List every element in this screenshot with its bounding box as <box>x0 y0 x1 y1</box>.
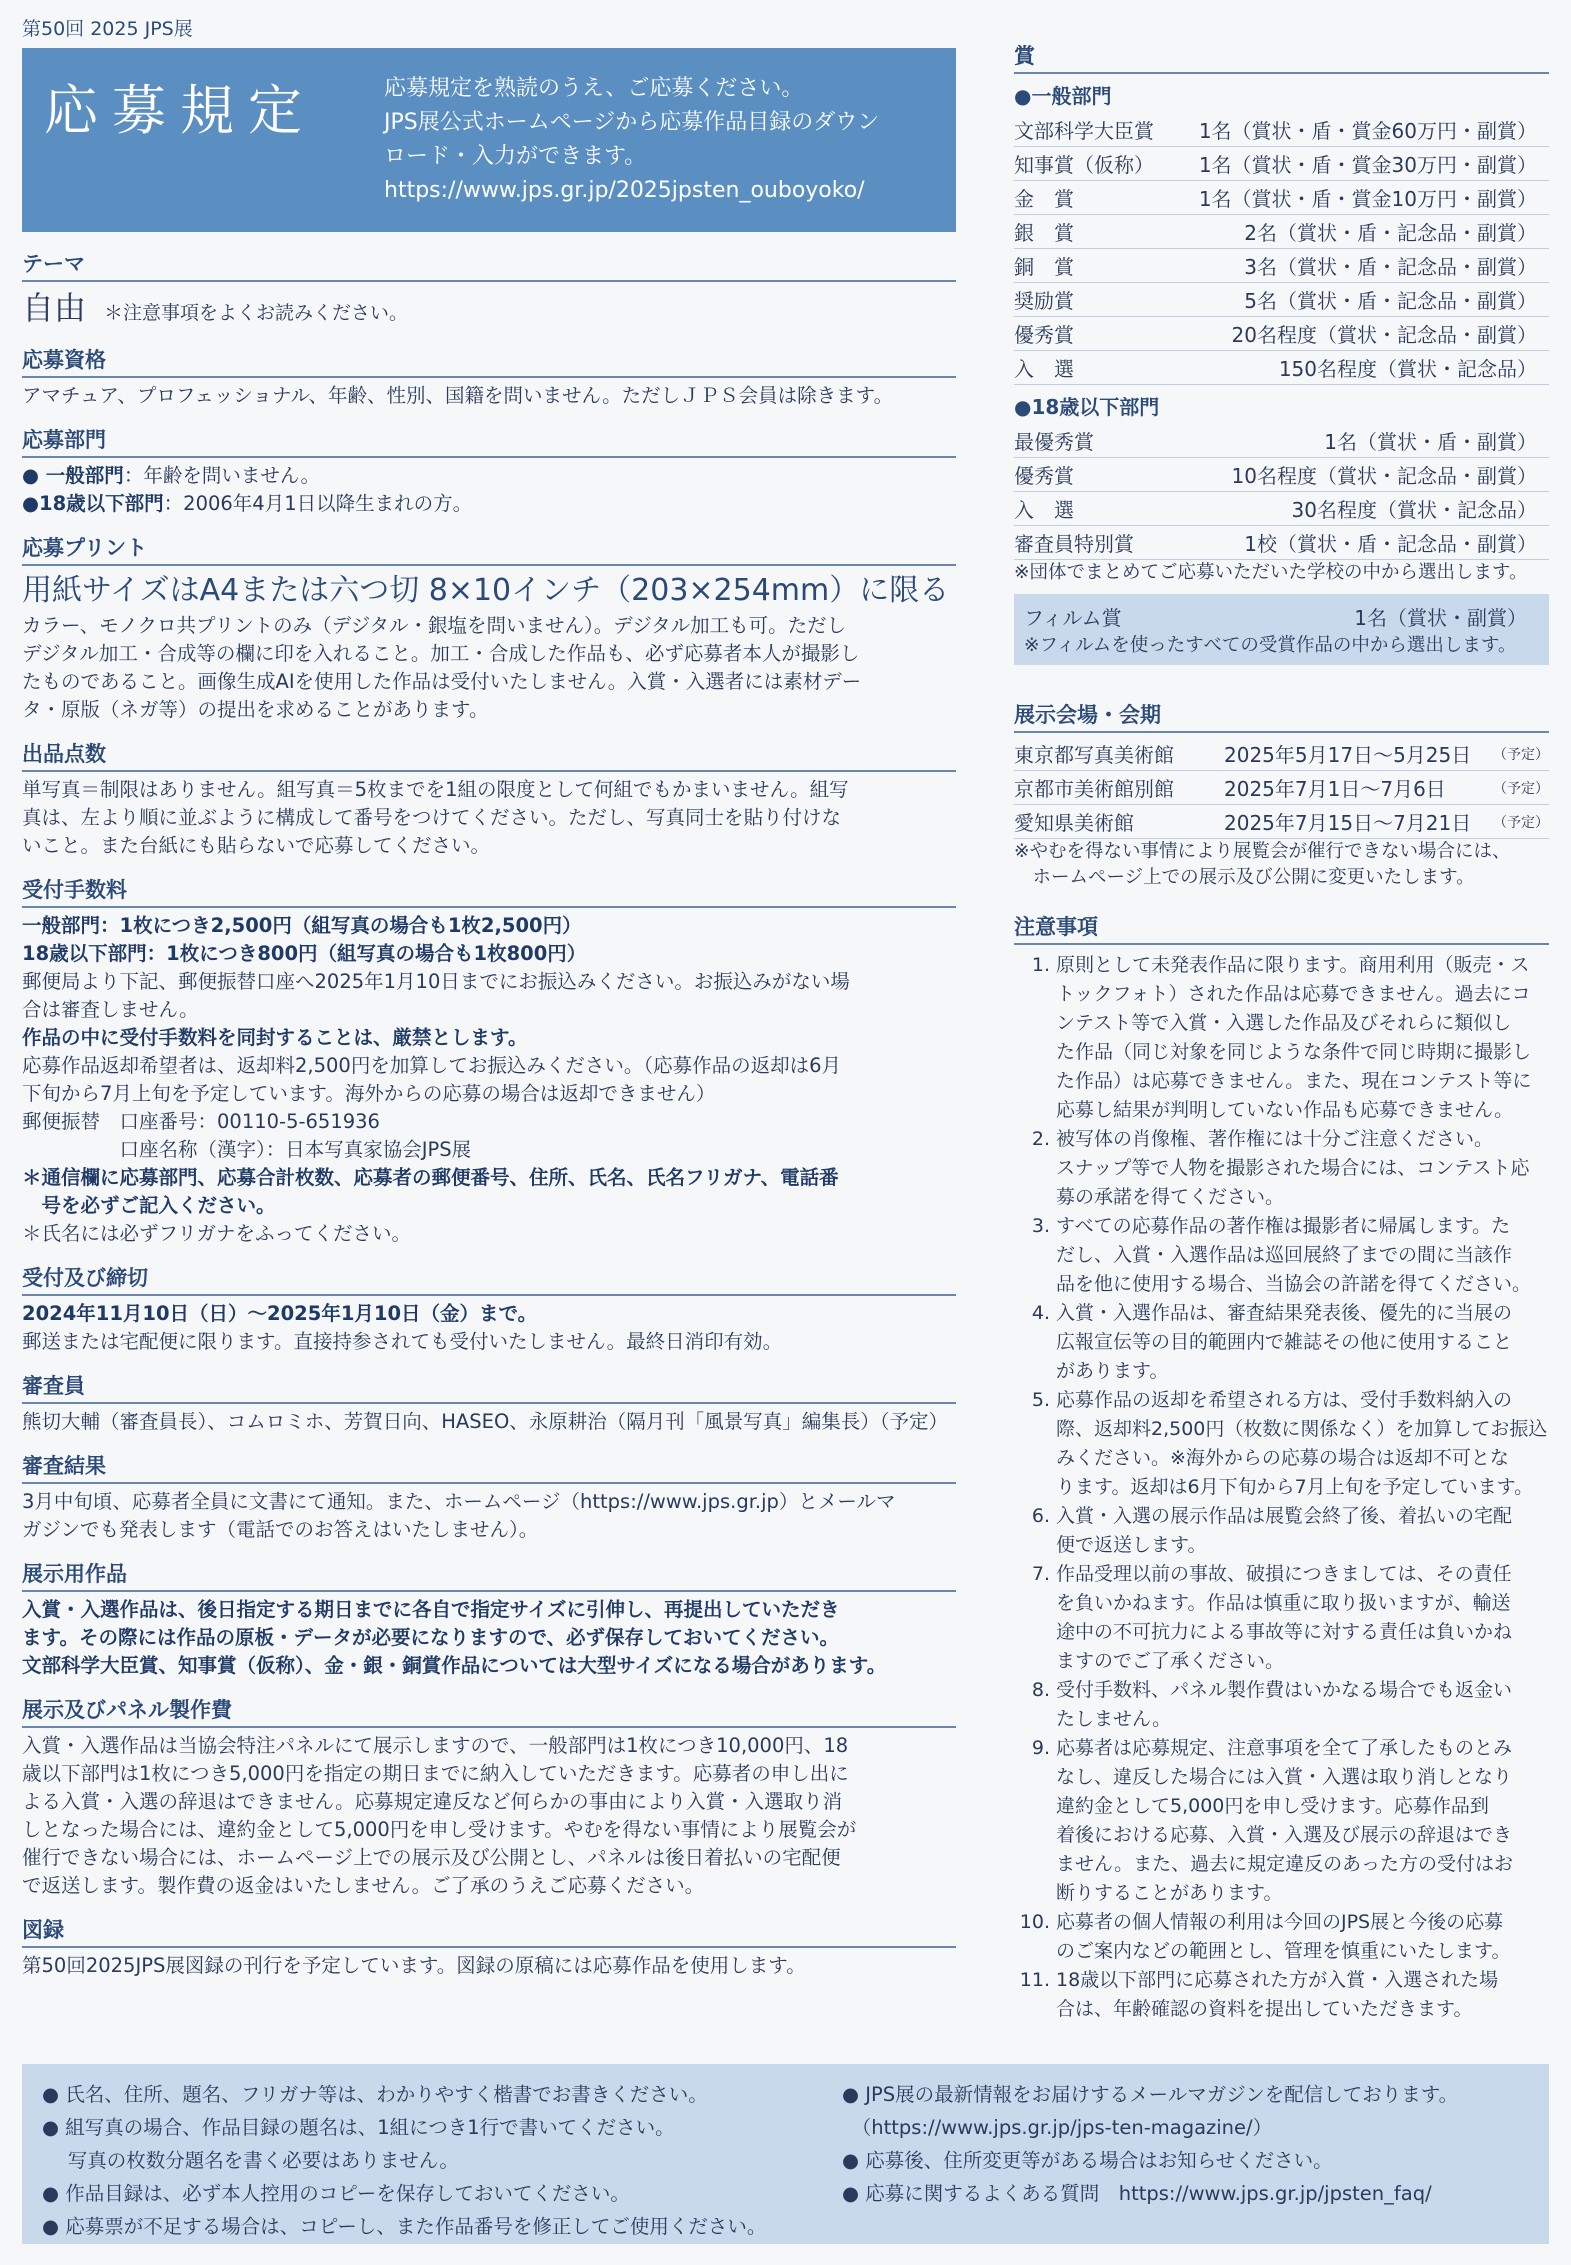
subsection-heading: ●18歳以下部門 <box>1014 395 1160 419</box>
note-line: 際、返却料2,500円（枚数に関係なく）を加算してお振込 <box>1056 1418 1548 1440</box>
section-heading: 展示及びパネル製作費 <box>22 1694 956 1728</box>
deadline-line: 2024年11月10日（日）～2025年1月10日（金）まで。 <box>22 1302 538 1325</box>
section-heading: 出品点数 <box>22 738 956 772</box>
note-number: 9. <box>1031 1737 1050 1759</box>
panel-line: よる入賞・入選の辞退はできません。応募規定違反など何らかの事由により入賞・入選取り消 <box>22 1790 843 1813</box>
note-text <box>1056 1502 1512 1560</box>
fee-line: ＊通信欄に応募部門、応募合計枚数、応募者の郵便番号、住所、氏名、氏名フリガナ、電話番 <box>22 1166 839 1189</box>
banner-line: JPS展公式ホームページから応募作品目録のダウン <box>384 110 880 135</box>
section-heading: 注意事項 <box>1014 911 1549 945</box>
prize-name: 入 選 <box>1014 357 1074 381</box>
fee-line: 合は審査しません。 <box>22 998 199 1021</box>
note-line: 断りすることがあります。 <box>1056 1882 1283 1904</box>
count-section <box>22 738 956 860</box>
venue-row <box>1014 737 1549 771</box>
panel-section <box>22 1694 956 1900</box>
prize-row <box>1014 113 1549 147</box>
section-heading: 応募資格 <box>22 344 956 378</box>
fee-section <box>22 874 956 1248</box>
prize-row <box>1014 492 1549 526</box>
footer-item: ● 氏名、住所、題名、フリガナ等は、わかりやすく楷書でお書きください。 <box>42 2083 708 2106</box>
fee-line: 作品の中に受付手数料を同封することは、厳禁とします。 <box>22 1026 528 1049</box>
note-text <box>1056 1676 1512 1734</box>
note-text <box>1056 1734 1513 1908</box>
fee-line: 口座名称（漢字）：日本写真家協会JPS展 <box>22 1138 472 1161</box>
note-line: だし、入賞・入選作品は巡回展終了までの間に当該作 <box>1056 1244 1513 1266</box>
catalog-text: 第50回2025JPS展図録の刊行を予定しています。図録の原稿には応募作品を使用します。 <box>22 1954 806 1977</box>
prize-name: 優秀賞 <box>1014 464 1074 488</box>
note-number: 11. <box>1019 1969 1050 1991</box>
prize-row <box>1014 147 1549 181</box>
footer-item: ● 応募後、住所変更等がある場合はお知らせください。 <box>842 2149 1333 2172</box>
note-number: 6. <box>1031 1505 1050 1527</box>
note-line: みください。※海外からの応募の場合は返却不可とな <box>1056 1447 1509 1469</box>
prize-content: 10名程度（賞状・記念品・副賞） <box>1231 464 1537 488</box>
section-heading: テーマ <box>22 248 956 282</box>
note-text <box>1056 1299 1512 1386</box>
prize-row <box>1014 181 1549 215</box>
venue-tag: （予定） <box>1493 746 1549 763</box>
print-size-lead: 用紙サイズはA4または六つ切 8×10インチ（203×254mm）に限る <box>22 573 950 608</box>
venue-row <box>1014 771 1549 805</box>
prize-row: フィルム賞 1名（賞状・副賞） <box>1024 606 1527 630</box>
note-item <box>1014 1125 1549 1212</box>
prize-name: 奨励賞 <box>1014 289 1074 313</box>
note-line: ますのでご了承ください。 <box>1056 1650 1285 1672</box>
banner-text <box>384 72 954 208</box>
footer-left <box>42 2078 766 2243</box>
footer-link[interactable]: ● 応募に関するよくある質問 https://www.jps.gr.jp/jpsten_faq/ <box>842 2182 1432 2205</box>
division-item: ●18歳以下部門：2006年4月1日以降生まれの方。 <box>22 492 473 515</box>
section-heading: 応募プリント <box>22 532 956 566</box>
note-number: 5. <box>1031 1389 1050 1411</box>
prize-row <box>1014 249 1549 283</box>
note-line: 被写体の肖像権、著作権には十分ご注意ください。 <box>1056 1128 1494 1150</box>
print-line: カラー、モノクロ共プリントのみ（デジタル・銀塩を問いません）。デジタル加工も可。ただし <box>22 614 847 637</box>
note-item <box>1014 1386 1549 1502</box>
page-title: 応募規定 <box>44 79 316 142</box>
prize-name: 文部科学大臣賞 <box>1014 119 1154 143</box>
prize-name: 金 賞 <box>1014 187 1074 211</box>
prize-name: 銀 賞 <box>1014 221 1074 245</box>
note-item <box>1014 1560 1549 1676</box>
venue-dates: 2025年5月17日～5月25日 <box>1224 743 1472 767</box>
fee-line: ＊氏名には必ずフリガナをふってください。 <box>22 1222 412 1245</box>
note-line: 作品受理以前の事故、破損につきましては、その責任 <box>1056 1563 1512 1585</box>
footer-right <box>842 2078 1458 2210</box>
note-line: スナップ等で人物を撮影された場合には、コンテスト応 <box>1056 1157 1530 1179</box>
prize-content: 1名（賞状・盾・賞金30万円・副賞） <box>1198 153 1537 177</box>
note-text <box>1056 1386 1547 1502</box>
prize-name: 知事賞（仮称） <box>1014 153 1154 177</box>
prize-row <box>1014 283 1549 317</box>
panel-line: 催行できない場合には、ホームページ上での展示及び公開とし、パネルは後日着払いの宅配便 <box>22 1846 841 1869</box>
prize-name: 銅 賞 <box>1014 255 1074 279</box>
note-line: 原則として未発表作品に限ります。商用利用（販売・ス <box>1056 954 1530 976</box>
section-heading: 展示会場・会期 <box>1014 699 1549 733</box>
note-item <box>1014 1734 1549 1908</box>
note-number: 1. <box>1031 954 1050 976</box>
fee-line: 下旬から7月上旬を予定しています。海外からの応募の場合は返却できません） <box>22 1082 716 1105</box>
section-heading: 審査員 <box>22 1370 956 1404</box>
prize-name: 優秀賞 <box>1014 323 1074 347</box>
prize-content: 20名程度（賞状・記念品・副賞） <box>1231 323 1537 347</box>
division-item: ● 一般部門：年齢を問いません。 <box>22 464 320 487</box>
footer-item: ● JPS展の最新情報をお届けするメールマガジンを配信しております。 <box>842 2083 1459 2106</box>
section-heading: 受付手数料 <box>22 874 956 908</box>
prize-content: 1名（賞状・盾・副賞） <box>1324 430 1537 454</box>
youth-prize-table <box>1014 424 1549 560</box>
count-line: 単写真＝制限はありません。組写真＝5枚までを1組の限度として何組でもかまいません。組写 <box>22 778 849 801</box>
note-line: 受付手数料、パネル製作費はいかなる場合でも返金い <box>1056 1679 1513 1701</box>
deadline-section <box>22 1262 956 1356</box>
venue-tag: （予定） <box>1493 814 1549 831</box>
general-prize-table <box>1014 113 1549 385</box>
section-heading: 図録 <box>22 1914 956 1948</box>
prize-row <box>1014 526 1549 560</box>
results-line: ガジンでも発表します（電話でのお答えはいたしません）。 <box>22 1518 539 1541</box>
note-item <box>1014 1966 1549 2024</box>
note-line: 品を他に使用する場合、当協会の許諾を得てください。 <box>1056 1273 1532 1295</box>
note-line: すべての応募作品の著作権は撮影者に帰属します。た <box>1056 1215 1511 1237</box>
note-line: 応募作品の返却を希望される方は、受付手数料納入の <box>1056 1389 1513 1411</box>
note-line: 便で返送します。 <box>1056 1534 1207 1556</box>
fee-line: 号を必ずご記入ください。 <box>22 1194 276 1217</box>
note-line: た作品）は応募できません。また、現在コンテスト等に <box>1056 1070 1532 1092</box>
panel-line: 歳以下部門は1枚につき5,000円を指定の期日までに納入していただきます。応募者の申し出に <box>22 1762 849 1785</box>
youth-note: ※団体でまとめてご応募いただいた学校の中から選出します。 <box>1014 562 1528 583</box>
prize-content: 1名（賞状・盾・賞金10万円・副賞） <box>1198 187 1537 211</box>
print-line: デジタル加工・合成等の欄に印を入れること。加工・合成した作品も、必ず応募者本人が撮影し <box>22 642 860 665</box>
exhibit-line: ます。その際には作品の原板・データが必要になりますので、必ず保存しておいてください。 <box>22 1626 840 1649</box>
venue-name: 東京都写真美術館 <box>1014 743 1174 767</box>
note-number: 8. <box>1031 1679 1050 1701</box>
section-heading: 審査結果 <box>22 1450 956 1484</box>
note-line: 18歳以下部門に応募された方が入賞・入選された場 <box>1056 1969 1499 1991</box>
note-text <box>1056 1125 1529 1212</box>
note-text <box>1056 1560 1512 1676</box>
note-line: 違約金として5,000円を申し受けます。応募作品到 <box>1056 1795 1489 1817</box>
notes-list <box>1014 951 1549 2024</box>
note-line: ります。返却は6月下旬から7月上旬を予定しています。 <box>1056 1476 1534 1498</box>
note-line: ンテスト等で入賞・入選した作品及びそれらに類似し <box>1056 1012 1512 1034</box>
theme-value: 自由 <box>22 289 87 327</box>
venue-table <box>1014 737 1549 839</box>
banner-line: ロード・入力ができます。 <box>384 144 647 169</box>
note-text <box>1056 951 1531 1125</box>
divisions-section <box>22 424 956 518</box>
note-item <box>1014 1299 1549 1386</box>
prize-row <box>1014 458 1549 492</box>
banner-line: 応募規定を熟読のうえ、ご応募ください。 <box>384 76 804 101</box>
note-line: なし、違反した場合には入賞・入選は取り消しとなり <box>1056 1766 1513 1788</box>
left-column <box>22 248 956 1994</box>
footer-item: ● 応募票が不足する場合は、コピーし、また作品番号を修正してご使用ください。 <box>42 2215 767 2238</box>
prize-name: 入 選 <box>1014 498 1074 522</box>
note-line: 途中の不可抗力による事故等に対する責任は負いかね <box>1056 1621 1513 1643</box>
footer-item: 写真の枚数分題名を書く必要はありません。 <box>42 2149 459 2172</box>
note-line: た作品（同じ対象を同じような条件で同じ時期に撮影し <box>1056 1041 1532 1063</box>
title-banner <box>22 48 956 232</box>
deadline-line: 郵送または宅配便に限ります。直接持参されても受付いたしません。最終日消印有効。 <box>22 1330 783 1353</box>
eligibility-text: アマチュア、プロフェッショナル、年齢、性別、国籍を問いません。ただしＪＰＳ会員は除きます。 <box>22 384 894 407</box>
fee-line: 郵便振替 口座番号：00110-5-651936 <box>22 1110 380 1133</box>
prize-content: 2名（賞状・盾・記念品・副賞） <box>1244 221 1537 245</box>
note-line: 応募者の個人情報の利用は今回のJPS展と今後の応募 <box>1056 1911 1504 1933</box>
venue-note: ホームページ上での展示及び公開に変更いたします。 <box>1014 867 1475 888</box>
venue-name: 京都市美術館別館 <box>1014 777 1174 801</box>
note-item <box>1014 1212 1549 1299</box>
prize-content: 30名程度（賞状・記念品） <box>1291 498 1537 522</box>
note-number: 4. <box>1031 1302 1050 1324</box>
exhibit-works-section <box>22 1558 956 1680</box>
subsection-heading: ●一般部門 <box>1014 84 1112 108</box>
fee-line: 応募作品返却希望者は、返却料2,500円を加算してお振込みください。（応募作品の返却は6月 <box>22 1054 841 1077</box>
prize-row <box>1014 424 1549 458</box>
note-item <box>1014 1676 1549 1734</box>
fee-line: 一般部門：1枚につき2,500円（組写真の場合も1枚2,500円） <box>22 914 582 937</box>
fee-line: 18歳以下部門：1枚につき800円（組写真の場合も1枚800円） <box>22 942 587 965</box>
prize-row <box>1014 351 1549 385</box>
panel-line: 入賞・入選作品は当協会特注パネルにて展示しますので、一般部門は1枚につき10,000円、18 <box>22 1734 849 1757</box>
note-line: たしません。 <box>1056 1708 1172 1730</box>
prize-content: 1校（賞状・盾・記念品・副賞） <box>1244 532 1537 556</box>
note-line: を負いかねます。作品は慎重に取り扱いますが、輸送 <box>1056 1592 1511 1614</box>
note-line: 応募し結果が判明していない作品も応募できません。 <box>1056 1099 1514 1121</box>
note-number: 2. <box>1031 1128 1050 1150</box>
venue-note: ※やむを得ない事情により展覧会が催行できない場合には、 <box>1014 841 1511 862</box>
footer-link[interactable]: （https://www.jps.gr.jp/jps-ten-magazine/） <box>842 2116 1273 2139</box>
footer-item: ● 組写真の場合、作品目録の題名は、1組につき1行で書いてください。 <box>42 2116 675 2139</box>
theme-section <box>22 248 956 330</box>
eligibility-section <box>22 344 956 410</box>
note-line: 入賞・入選作品は、審査結果発表後、優先的に当展の <box>1056 1302 1513 1324</box>
prize-content: 5名（賞状・盾・記念品・副賞） <box>1244 289 1537 313</box>
venue-tag: （予定） <box>1493 780 1549 797</box>
note-number: 7. <box>1031 1563 1050 1585</box>
venue-dates: 2025年7月15日～7月21日 <box>1224 811 1472 835</box>
fee-line: 郵便局より下記、郵便振替口座へ2025年1月10日までにお振込みください。お振込みがない場 <box>22 970 850 993</box>
note-line: 合は、年齢確認の資料を提出していただきます。 <box>1056 1998 1473 2020</box>
prize-content: 1名（賞状・盾・賞金60万円・副賞） <box>1198 119 1537 143</box>
note-item <box>1014 1502 1549 1560</box>
prize-name: 最優秀賞 <box>1014 430 1094 454</box>
venue-dates: 2025年7月1日～7月6日 <box>1224 777 1446 801</box>
prize-content: 150名程度（賞状・記念品） <box>1278 357 1537 381</box>
panel-line: しとなった場合には、違約金として5,000円を申し受けます。やむを得ない事情により展覧会が <box>22 1818 857 1841</box>
judges-section <box>22 1370 956 1436</box>
note-text <box>1056 1212 1531 1299</box>
section-heading: 賞 <box>1014 40 1549 74</box>
section-heading: 応募部門 <box>22 424 956 458</box>
results-section <box>22 1450 956 1544</box>
section-heading: 展示用作品 <box>22 1558 956 1592</box>
film-note: ※フィルムを使ったすべての受賞作品の中から選出します。 <box>1024 635 1517 656</box>
exhibit-line: 入賞・入選作品は、後日指定する期日までに各自で指定サイズに引伸し、再提出していただき <box>22 1598 840 1621</box>
print-section <box>22 532 956 724</box>
note-line: のご案内などの範囲とし、管理を慎重にいたします。 <box>1056 1940 1511 1962</box>
results-line: 3月中旬頃、応募者全員に文書にて通知。また、ホームページ（https://www.jps.gr.jp）とメールマ <box>22 1490 896 1513</box>
exhibit-line: 文部科学大臣賞、知事賞（仮称）、金・銀・銅賞作品については大型サイズになる場合があります。 <box>22 1654 887 1677</box>
note-line: 広報宣伝等の目的範囲内で雑誌その他に使用すること <box>1056 1331 1513 1353</box>
prize-row <box>1014 215 1549 249</box>
print-line: たものであること。画像生成AIを使用した作品は受付いたしません。入賞・入選者には素材デー <box>22 670 862 693</box>
note-line: 応募者は応募規定、注意事項を全て了承したものとみ <box>1056 1737 1513 1759</box>
note-line: 着後における応募、入賞・入選及び展示の辞退はでき <box>1056 1824 1513 1846</box>
page-header: 第50回 2025 JPS展 <box>22 18 193 40</box>
note-number: 10. <box>1019 1911 1050 1933</box>
venue-row <box>1014 805 1549 839</box>
prize-content: 3名（賞状・盾・記念品・副賞） <box>1244 255 1537 279</box>
catalog-section <box>22 1914 956 1980</box>
note-line: ません。また、過去に規定違反のあった方の受付はお <box>1056 1853 1513 1875</box>
note-item <box>1014 1908 1549 1966</box>
film-prize-box <box>1014 594 1549 665</box>
footer-item: ● 作品目録は、必ず本人控用のコピーを保存しておいてください。 <box>42 2182 630 2205</box>
note-line: 入賞・入選の展示作品は展覧会終了後、着払いの宅配 <box>1056 1505 1513 1527</box>
panel-line: で返送します。製作費の返金はいたしません。ご了承のうえご応募ください。 <box>22 1874 705 1897</box>
theme-note: ＊注意事項をよくお読みください。 <box>104 302 409 324</box>
count-line: 真は、左より順に並ぶように構成して番号をつけてください。ただし、写真同士を貼り付けな <box>22 806 842 829</box>
count-line: いこと。また台紙にも貼らないで応募してください。 <box>22 834 491 857</box>
banner-url-link[interactable]: https://www.jps.gr.jp/2025jpsten_ouboyoko/ <box>384 178 865 203</box>
footer-box <box>22 2064 1549 2244</box>
right-column <box>1014 40 1549 2024</box>
venue-name: 愛知県美術館 <box>1014 811 1134 835</box>
note-text <box>1056 1908 1510 1966</box>
note-line: 募の承諾を得てください。 <box>1056 1186 1285 1208</box>
note-text <box>1056 1966 1498 2024</box>
print-line: タ・原版（ネガ等）の提出を求めることがあります。 <box>22 698 489 721</box>
note-line: があります。 <box>1056 1360 1169 1382</box>
section-heading: 受付及び締切 <box>22 1262 956 1296</box>
prize-row <box>1014 317 1549 351</box>
note-number: 3. <box>1031 1215 1050 1237</box>
judges-text: 熊切大輔（審査員長）、コムロミホ、芳賀日向、HASEO、永原耕治（隔月刊「風景写真」編集長）（予定） <box>22 1410 949 1433</box>
note-item <box>1014 951 1549 1125</box>
prize-name: 審査員特別賞 <box>1014 532 1134 556</box>
note-line: トックフォト）された作品は応募できません。過去にコ <box>1056 983 1531 1005</box>
